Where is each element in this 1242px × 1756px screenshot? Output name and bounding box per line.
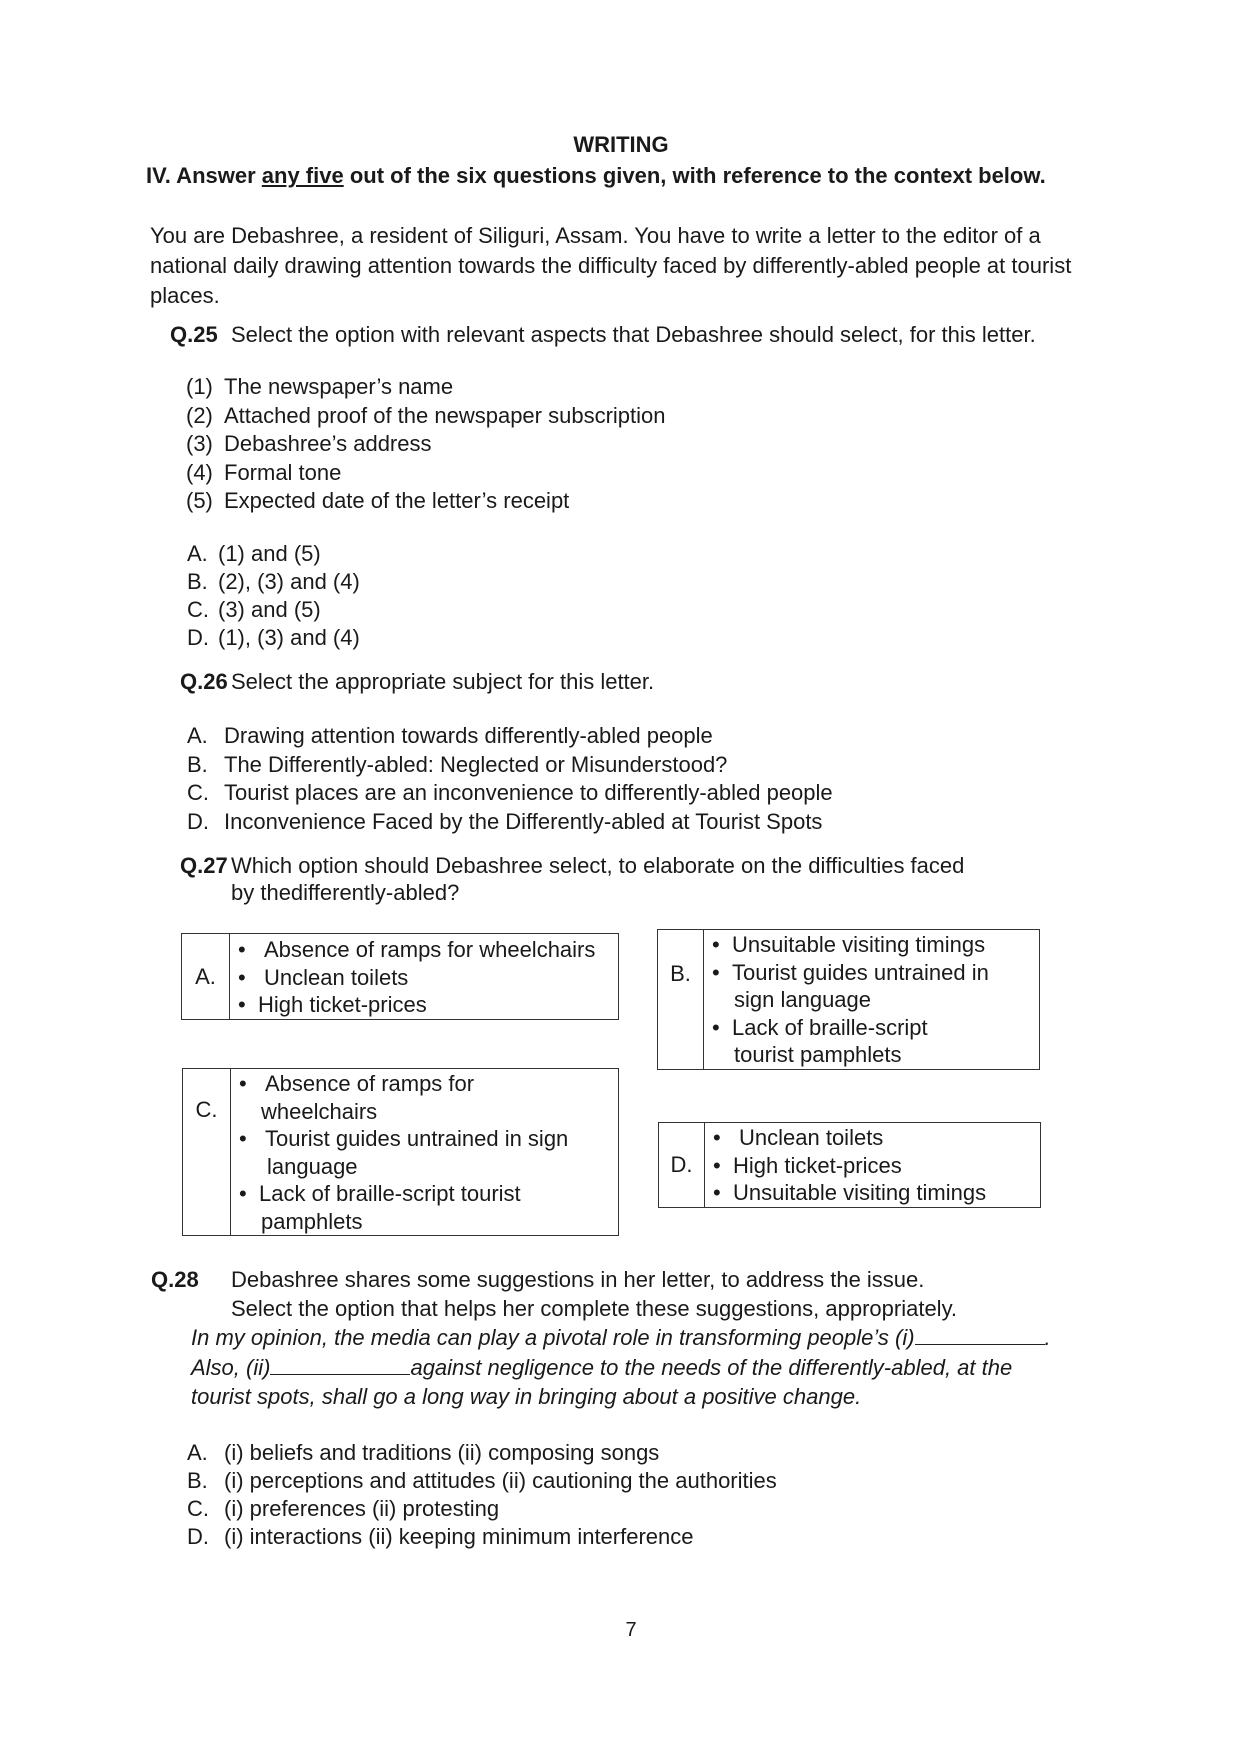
- option-box-a[interactable]: [181, 933, 619, 1020]
- list-item-continuation: sign language: [734, 987, 872, 1012]
- bullet-icon: •: [238, 937, 246, 962]
- list-item: (2) Attached proof of the newspaper subscription: [186, 402, 666, 428]
- bullet-icon: •: [713, 1152, 721, 1178]
- option-d[interactable]: D. (i) interactions (ii) keeping minimum interference: [187, 1524, 694, 1549]
- instruction-emphasis: any five: [261, 163, 344, 188]
- bullet-icon: •: [239, 1126, 247, 1151]
- q26-question: Select the appropriate subject for this letter.: [231, 669, 655, 694]
- bullet-icon: •: [713, 1180, 721, 1205]
- option-c[interactable]: C. Tourist places are an inconvenience to differently-abled people: [187, 780, 833, 805]
- option-box-d[interactable]: [658, 1122, 1041, 1208]
- instruction-suffix: out of the six questions given, with reference to the context below.: [343, 163, 1046, 188]
- bullet-icon: •: [239, 1071, 247, 1096]
- option-b[interactable]: B. The Differently-abled: Neglected or Misunderstood?: [187, 751, 728, 777]
- list-item: • High ticket-prices: [713, 1152, 902, 1178]
- option-letter: B.: [658, 930, 704, 1070]
- instruction-prefix: IV. Answer: [146, 163, 262, 188]
- q25-aspect-list: [186, 373, 666, 516]
- q27-number: Q.27: [180, 853, 228, 878]
- list-item: • Lack of braille-script: [712, 1014, 928, 1040]
- option-letter: D.: [659, 1123, 705, 1208]
- list-item: • Unsuitable visiting timings: [713, 1180, 987, 1205]
- option-letter: A.: [182, 934, 230, 1020]
- list-item: • Tourist guides untrained in: [712, 959, 989, 985]
- q28-passage-line-1: In my opinion, the media can play a pivotal role in transforming people’s (i) .: [191, 1325, 1051, 1350]
- option-b[interactable]: B. (i) perceptions and attitudes (ii) cautioning the authorities: [187, 1468, 777, 1493]
- list-item: • Lack of braille-script tourist: [239, 1181, 521, 1206]
- q28-passage-line-3: tourist spots, shall go a long way in bringing about a positive change.: [191, 1384, 862, 1409]
- q26-options: [187, 722, 833, 836]
- option-c[interactable]: C. (3) and (5): [187, 597, 321, 622]
- list-item: (4) Formal tone: [186, 459, 342, 485]
- page-number: 7: [625, 1619, 637, 1641]
- instruction: [146, 162, 1046, 190]
- q28-options: [187, 1439, 777, 1551]
- bullet-icon: •: [239, 1181, 247, 1206]
- q25-number: Q.25: [170, 322, 218, 347]
- option-box-c[interactable]: [182, 1068, 619, 1236]
- list-item: • Unclean toilets: [238, 964, 409, 990]
- list-item: • Absence of ramps for: [239, 1071, 475, 1096]
- bullet-icon: •: [238, 964, 246, 990]
- q28-question-line-1: Debashree shares some suggestions in her letter, to address the issue.: [231, 1267, 925, 1292]
- option-b[interactable]: B. (2), (3) and (4): [187, 569, 360, 594]
- list-item: • Tourist guides untrained in sign: [239, 1126, 569, 1151]
- section-heading: WRITING: [573, 132, 669, 157]
- list-item: • Unclean toilets: [713, 1125, 884, 1150]
- option-letter: C.: [183, 1069, 231, 1236]
- list-item-continuation: wheelchairs: [261, 1098, 378, 1124]
- q28-passage-line-2: Also, (ii) against negligence to the needs of the differently-abled, at the: [191, 1355, 1013, 1380]
- option-a[interactable]: A. (1) and (5): [187, 541, 321, 566]
- q27-question-line-2: by thedifferently-abled?: [231, 880, 460, 905]
- bullet-icon: •: [238, 992, 246, 1017]
- list-item-continuation: tourist pamphlets: [734, 1042, 902, 1067]
- bullet-icon: •: [712, 1014, 720, 1040]
- bullet-icon: •: [712, 932, 720, 957]
- bullet-icon: •: [712, 959, 720, 985]
- list-item: (3) Debashree’s address: [186, 431, 432, 456]
- context-line-1: You are Debashree, a resident of Siliguri, Assam. You have to write a letter to the editor of a: [150, 223, 1041, 248]
- q28-question-line-2: Select the option that helps her complete these suggestions, appropriately.: [231, 1296, 958, 1321]
- list-item: • High ticket-prices: [238, 992, 427, 1017]
- context-line-2: national daily drawing attention towards the difficulty faced by differently-abled people at tourist: [150, 253, 1072, 278]
- list-item-continuation: language: [267, 1153, 358, 1179]
- option-d[interactable]: D. (1), (3) and (4): [187, 625, 360, 650]
- list-item-continuation: pamphlets: [261, 1208, 363, 1234]
- option-a[interactable]: A. (i) beliefs and traditions (ii) composing songs: [187, 1440, 660, 1465]
- q26-number: Q.26: [180, 669, 228, 694]
- bullet-icon: •: [713, 1125, 721, 1150]
- list-item: • Unsuitable visiting timings: [712, 932, 986, 957]
- context-line-3: places.: [150, 283, 220, 308]
- q25-options: [187, 540, 360, 652]
- list-item: • Absence of ramps for wheelchairs: [238, 937, 596, 962]
- list-item: (5) Expected date of the letter’s receipt: [186, 488, 570, 513]
- option-d[interactable]: D. Inconvenience Faced by the Differently-abled at Tourist Spots: [187, 808, 823, 834]
- blank-ii: [270, 1373, 410, 1375]
- option-a[interactable]: A. Drawing attention towards differently-abled people: [187, 723, 713, 748]
- blank-i: [915, 1343, 1045, 1345]
- q25-question: Select the option with relevant aspects that Debashree should select, for this letter.: [231, 322, 1036, 347]
- option-box-b[interactable]: [657, 929, 1040, 1070]
- q27-question-line-1: Which option should Debashree select, to elaborate on the difficulties faced: [231, 853, 965, 878]
- option-c[interactable]: C. (i) preferences (ii) protesting: [187, 1496, 500, 1521]
- list-item: (1) The newspaper’s name: [186, 374, 454, 399]
- q28-number: Q.28: [151, 1267, 199, 1292]
